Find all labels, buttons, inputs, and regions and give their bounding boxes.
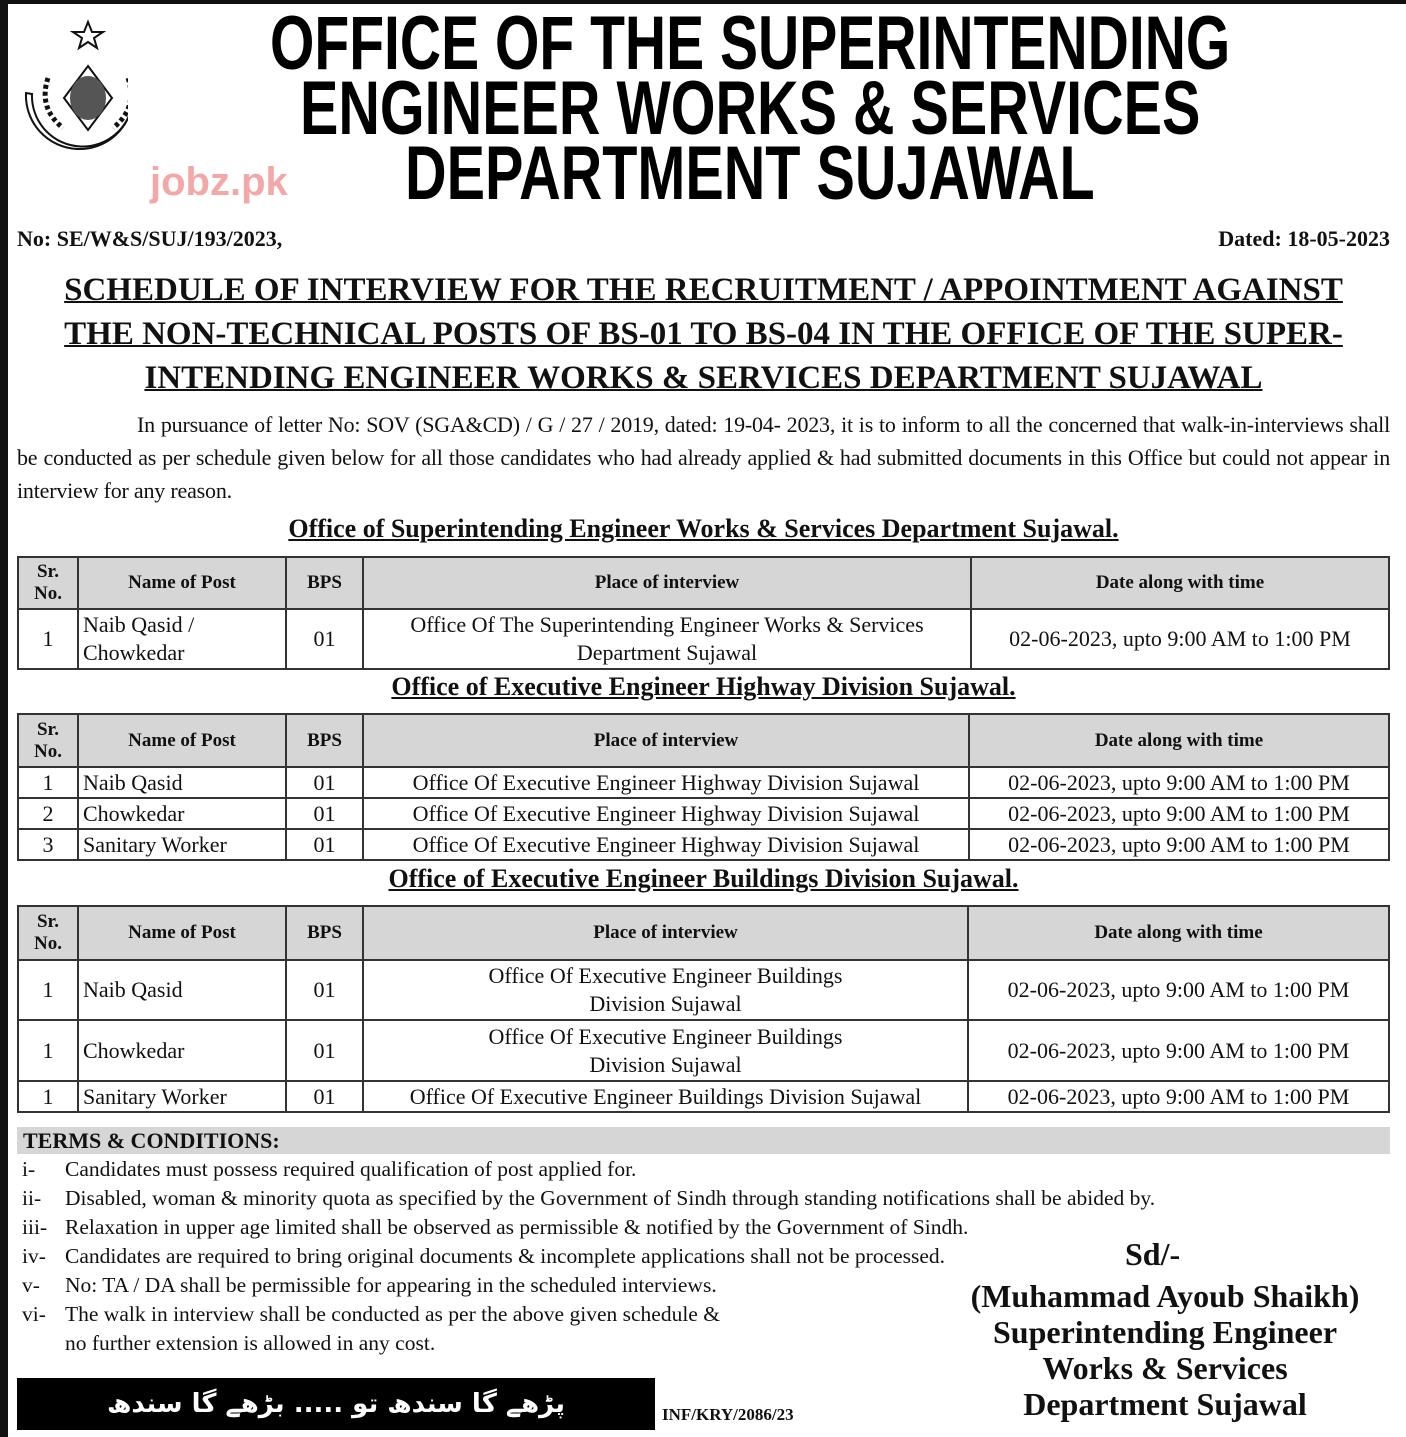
term-text: The walk in interview shall be conducted as per the above given schedule &: [65, 1302, 720, 1326]
term-text: No: TA / DA shall be permissible for appearing in the scheduled interviews.: [65, 1273, 717, 1297]
schedule-table-2: [17, 713, 1390, 861]
post-cell: Naib Qasid: [78, 960, 286, 1020]
table-row: [18, 829, 1389, 860]
term-text: no further extension is allowed in any cost.: [65, 1331, 436, 1355]
term-number: iii-: [22, 1215, 48, 1239]
term-item: [22, 1329, 922, 1358]
col-bps: BPS: [286, 557, 363, 609]
section-title-2: Office of Executive Engineer Highway Division Sujawal.: [391, 672, 1016, 701]
sr-cell: 1: [18, 1081, 78, 1112]
post-cell: Chowkedar: [78, 798, 286, 829]
post-cell: Naib Qasid / Chowkedar: [78, 609, 286, 669]
col-date: Date along with time: [968, 906, 1389, 960]
col-sr: Sr. No.: [18, 906, 78, 960]
date: Dated: 18-05-2023: [1218, 226, 1390, 251]
col-bps: BPS: [286, 714, 363, 767]
table-row: [18, 609, 1389, 669]
term-number: iv-: [22, 1244, 46, 1268]
table-row: [18, 767, 1389, 798]
term-number: i-: [22, 1157, 36, 1181]
term-item: [22, 1242, 1112, 1271]
term-text: Candidates must possess required qualification of post applied for.: [65, 1157, 637, 1181]
designation-line-2: Works & Services: [1042, 1350, 1288, 1386]
place-cell: Office Of Executive Engineer Highway Division Sujawal: [363, 767, 969, 798]
sr-cell: 1: [18, 609, 78, 669]
col-post: Name of Post: [78, 714, 286, 767]
bps-cell: 01: [286, 829, 363, 860]
term-text: Relaxation in upper age limited shall be observed as permissible & notified by the Government of Sindh.: [65, 1215, 969, 1239]
designation-line-3: Department Sujawal: [1023, 1386, 1307, 1422]
reference-number: No: SE/W&S/SUJ/193/2023,: [17, 226, 283, 251]
term-number: v-: [22, 1273, 40, 1297]
signatory-name: (Muhammad Ayoub Shaikh): [970, 1278, 1360, 1314]
col-place: Place of interview: [363, 714, 969, 767]
schedule-table-3: [17, 905, 1390, 1113]
post-cell: Sanitary Worker: [78, 1081, 286, 1112]
term-item: [22, 1300, 922, 1329]
col-place: Place of interview: [363, 557, 971, 609]
table-row: [18, 798, 1389, 829]
place-cell: Office Of The Superintending Engineer Works & Services Department Sujawal: [363, 609, 971, 669]
schedule-title-1: SCHEDULE OF INTERVIEW FOR THE RECRUITMENT / APPOINTMENT AGAINST: [64, 272, 1343, 308]
bps-cell: 01: [286, 1081, 363, 1112]
post-cell: Sanitary Worker: [78, 829, 286, 860]
signature-sd: Sd/-: [1125, 1236, 1181, 1272]
date-cell: 02-06-2023, upto 9:00 AM to 1:00 PM: [968, 1081, 1389, 1112]
post-cell: Chowkedar: [78, 1020, 286, 1081]
term-number: vi-: [22, 1302, 46, 1326]
bps-cell: 01: [286, 609, 363, 669]
schedule-title-2: THE NON-TECHNICAL POSTS OF BS-01 TO BS-04 IN THE OFFICE OF THE SUPER-: [64, 316, 1343, 352]
sr-cell: 2: [18, 798, 78, 829]
sr-cell: 1: [18, 1020, 78, 1081]
term-text: Candidates are required to bring original documents & incomplete applications shall not be processed.: [65, 1244, 946, 1268]
table-row: [18, 1020, 1389, 1081]
col-bps: BPS: [286, 906, 363, 960]
sindh-emblem-logo: [18, 18, 128, 153]
date-cell: 02-06-2023, upto 9:00 AM to 1:00 PM: [968, 1020, 1389, 1081]
table-row: [18, 1081, 1389, 1112]
col-date: Date along with time: [969, 714, 1389, 767]
term-text: Disabled, woman & minority quota as specified by the Government of Sindh through standing notifications shall be abided by.: [65, 1186, 1156, 1210]
intro-paragraph: In pursuance of letter No: SOV (SGA&CD) / G / 27 / 2019, dated: 19-04- 2023, it is to inform to all the concerned that walk-in-interviews shall be conducted as per schedule given below for all those candidates who had already applied & had submitted documents in this Office but could not appear in interview for any reason.: [17, 412, 1390, 503]
designation-line-1: Superintending Engineer: [992, 1314, 1338, 1350]
section-title-3: Office of Executive Engineer Buildings Division Sujawal.: [388, 864, 1019, 893]
bps-cell: 01: [286, 767, 363, 798]
place-cell: Office Of Executive Engineer Buildings Division Sujawal: [363, 960, 968, 1020]
slogan-banner: پڑھے گا سندھ تو ..... بڑھے گا سندھ: [17, 1378, 655, 1430]
date-cell: 02-06-2023, upto 9:00 AM to 1:00 PM: [971, 609, 1389, 669]
terms-heading: TERMS & CONDITIONS:: [17, 1127, 1390, 1154]
bps-cell: 01: [286, 798, 363, 829]
sr-cell: 1: [18, 960, 78, 1020]
col-sr: Sr. No.: [18, 714, 78, 767]
date-cell: 02-06-2023, upto 9:00 AM to 1:00 PM: [969, 798, 1389, 829]
col-date: Date along with time: [971, 557, 1389, 609]
place-cell: Office Of Executive Engineer Buildings Division Sujawal: [363, 1020, 968, 1081]
term-number: [22, 1329, 65, 1358]
date-cell: 02-06-2023, upto 9:00 AM to 1:00 PM: [969, 829, 1389, 860]
section-title-1: Office of Superintending Engineer Works & Services Department Sujawal.: [288, 514, 1119, 543]
col-post: Name of Post: [78, 557, 286, 609]
place-cell: Office Of Executive Engineer Buildings Division Sujawal: [363, 1081, 968, 1112]
table-row: [18, 960, 1389, 1020]
term-item: [22, 1271, 922, 1300]
bps-cell: 01: [286, 1020, 363, 1081]
term-item: [22, 1184, 1382, 1213]
title-line-1: OFFICE OF THE SUPERINTENDING: [270, 1, 1231, 86]
col-post: Name of Post: [78, 906, 286, 960]
place-cell: Office Of Executive Engineer Highway Division Sujawal: [363, 829, 969, 860]
title-line-3: DEPARTMENT SUJAWAL: [405, 131, 1095, 216]
bps-cell: 01: [286, 960, 363, 1020]
title-line-2: ENGINEER WORKS & SERVICES: [300, 66, 1201, 151]
term-item: [22, 1155, 1382, 1184]
date-cell: 02-06-2023, upto 9:00 AM to 1:00 PM: [969, 767, 1389, 798]
post-cell: Naib Qasid: [78, 767, 286, 798]
date-cell: 02-06-2023, upto 9:00 AM to 1:00 PM: [968, 960, 1389, 1020]
sr-cell: 1: [18, 767, 78, 798]
col-sr: Sr. No.: [18, 557, 78, 609]
sr-cell: 3: [18, 829, 78, 860]
col-place: Place of interview: [363, 906, 968, 960]
watermark: jobz.pk: [150, 160, 288, 204]
inf-number: INF/KRY/2086/23: [662, 1405, 794, 1424]
schedule-table-1: [17, 556, 1390, 670]
place-cell: Office Of Executive Engineer Highway Division Sujawal: [363, 798, 969, 829]
term-number: ii-: [22, 1186, 42, 1210]
schedule-title-3: INTENDING ENGINEER WORKS & SERVICES DEPARTMENT SUJAWAL: [144, 360, 1263, 396]
